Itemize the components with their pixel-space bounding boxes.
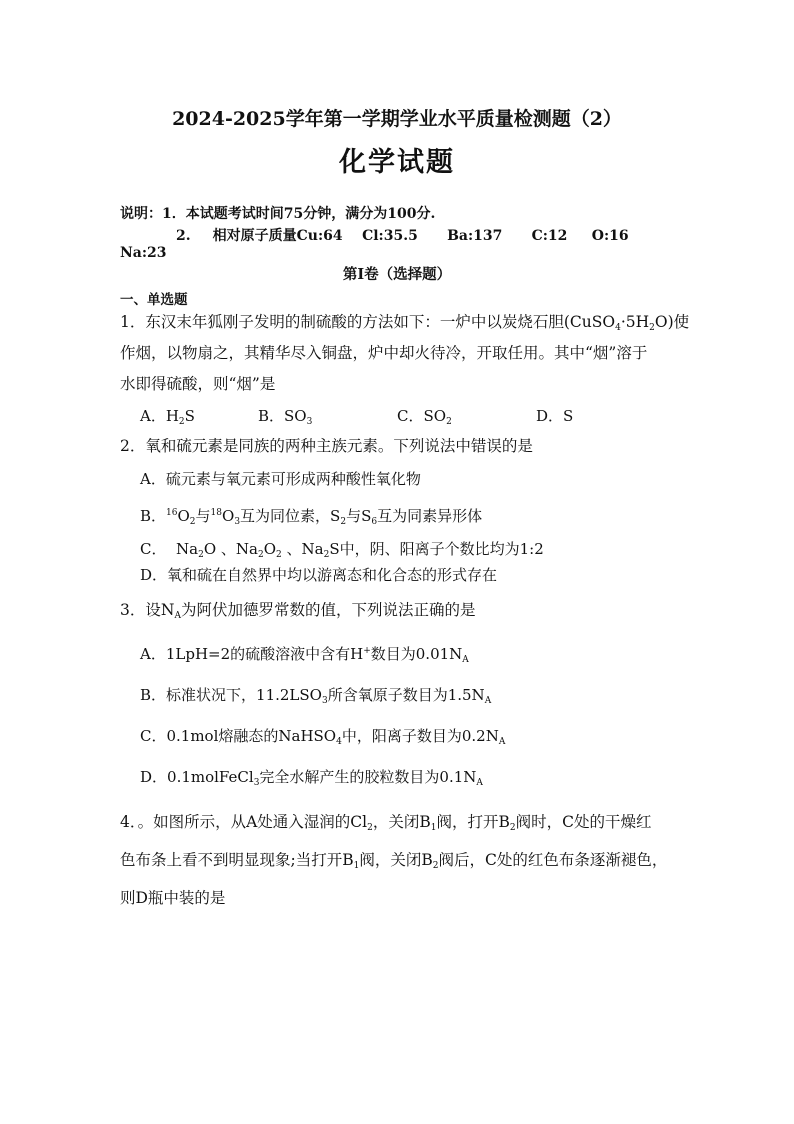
subscript: 1: [353, 861, 360, 871]
part-title: 一、单选题: [120, 292, 188, 308]
q1-text: ·5H: [620, 313, 650, 331]
option-text: 完全水解产生的胶粒数目为0.1N: [259, 768, 477, 786]
q2-option-c: [140, 538, 544, 559]
q1-text: 1．东汉末年狐刚子发明的制硫酸的方法如下：一炉中以炭烧石胆(CuSO: [120, 313, 616, 331]
option-text: 数目为0.01N: [370, 645, 463, 663]
q4-text: 阀，关闭B: [359, 851, 433, 869]
option-text: B．标准状况下，11.2LSO: [140, 686, 322, 704]
subscript: A: [476, 778, 483, 788]
notes-line-2: [176, 225, 629, 245]
notes-label: 说明：: [120, 206, 162, 222]
option-text: O 、Na: [203, 540, 258, 558]
subscript: 2: [432, 861, 439, 871]
subscript: 2: [446, 417, 452, 427]
q3-stem: [120, 600, 475, 620]
subscript: 2: [198, 550, 204, 560]
superscript: +: [363, 646, 371, 656]
option-text: 中，阳离子数目为0.2N: [341, 727, 499, 745]
option-text: O: [177, 507, 190, 525]
subject-title: 化学试题: [339, 147, 455, 178]
option-text: A．H: [140, 407, 179, 425]
exam-header-title: 2024-2025学年第一学期学业水平质量检测题（2）: [172, 108, 622, 130]
option-text: 互为同位素，S: [240, 507, 341, 525]
q2-option-a: A．硫元素与氧元素可形成两种酸性氧化物: [140, 470, 421, 488]
option-text: 与: [195, 507, 211, 525]
option-text: C． Na: [140, 540, 199, 558]
q3-option-d: [140, 766, 483, 787]
subscript: 2: [340, 517, 347, 527]
q3-option-a: [140, 643, 469, 664]
subscript: 4: [336, 737, 342, 747]
q4-stem-line-1: [120, 812, 652, 832]
q1-option-d: D．S: [536, 407, 574, 425]
subscript: 6: [371, 517, 378, 527]
subscript: 3: [234, 517, 241, 527]
subscript: 2: [178, 417, 185, 427]
subscript: 2: [189, 517, 196, 527]
q4-text: ，关闭B: [372, 813, 431, 831]
option-text: B．SO: [258, 407, 307, 425]
q3-text: 为阿伏加德罗常数的值，下列说法正确的是: [180, 601, 476, 619]
q2-option-b: [140, 505, 482, 526]
subscript: 2: [649, 323, 655, 333]
subscript: 3: [253, 778, 260, 788]
notes-item-1: 1．本试题考试时间75分钟，满分为100分.: [162, 206, 436, 222]
q4-text: 阀，打开B: [436, 813, 510, 831]
q4-stem-line-3: 则D瓶中装的是: [120, 889, 226, 907]
subscript: A: [498, 737, 506, 747]
q1-option-c: [397, 405, 452, 426]
option-text: C．SO: [397, 407, 447, 425]
q4-text: 阀时，C处的干燥红: [515, 813, 652, 831]
option-text: S中，阴、阳离子个数比均为1:2: [329, 540, 544, 558]
notes-item-2-num: 2.: [176, 228, 191, 244]
q3-option-c: [140, 725, 505, 746]
subscript: 4: [615, 323, 621, 333]
superscript: 18: [210, 508, 222, 518]
q1-stem-line-1: [120, 312, 689, 332]
q1-stem-line-3: 水即得硫酸，则“烟”是: [120, 375, 276, 393]
option-text: 所含氧原子数目为1.5N: [327, 686, 485, 704]
q1-option-b: [258, 405, 312, 426]
q1-option-a: [140, 405, 195, 426]
notes-item-2-text: 相对原子质量Cu:64 Cl:35.5 Ba:137 C:12 O:16: [212, 228, 629, 244]
option-text: D．0.1molFeCl: [140, 768, 254, 786]
subscript: 3: [306, 417, 313, 427]
option-text: B．: [140, 507, 167, 525]
notes-line-1: [120, 203, 435, 223]
q2-stem: 2．氧和硫元素是同族的两种主族元素。下列说法中错误的是: [120, 437, 533, 455]
subscript: A: [462, 655, 469, 665]
option-text: S: [184, 407, 195, 425]
q3-text: 3．设N: [120, 601, 175, 619]
option-text: A．1LpH=2的硫酸溶液中含有H: [140, 645, 364, 663]
q3-option-b: [140, 684, 491, 705]
q4-stem-line-2: [120, 850, 667, 870]
q4-text: 色布条上看不到明显现象;当打开B: [120, 851, 354, 869]
q4-text: 阀后，C处的红色布条逐渐褪色，: [438, 851, 668, 869]
superscript: 16: [166, 508, 178, 518]
notes-item-2-continued: Na:23: [120, 245, 167, 261]
subscript: A: [484, 696, 492, 706]
q4-text: 4．。如图所示，从A处通入湿润的Cl: [120, 813, 368, 831]
option-text: 互为同素异形体: [377, 507, 483, 525]
option-text: 、Na: [281, 540, 324, 558]
subscript: 2: [257, 550, 264, 560]
subscript: 2: [323, 550, 330, 560]
subscript: 3: [321, 696, 328, 706]
option-text: O: [222, 507, 235, 525]
option-text: C．0.1mol熔融态的NaHSO: [140, 727, 337, 745]
subscript: 1: [430, 823, 437, 833]
subscript: 2: [367, 823, 373, 833]
subscript: 2: [509, 823, 516, 833]
q1-text: O)使: [654, 313, 690, 331]
q2-option-d: D．氧和硫在自然界中均以游离态和化合态的形式存在: [140, 566, 498, 584]
option-text: 与S: [346, 507, 372, 525]
section-title: 第Ⅰ卷（选择题）: [342, 266, 452, 283]
q1-stem-line-2: 作烟，以物扇之，其精华尽入铜盘，炉中却火待冷，开取任用。其中“烟”溶于: [120, 344, 648, 362]
option-text: O: [263, 540, 277, 558]
subscript: A: [174, 611, 181, 621]
subscript: 2: [276, 550, 282, 560]
